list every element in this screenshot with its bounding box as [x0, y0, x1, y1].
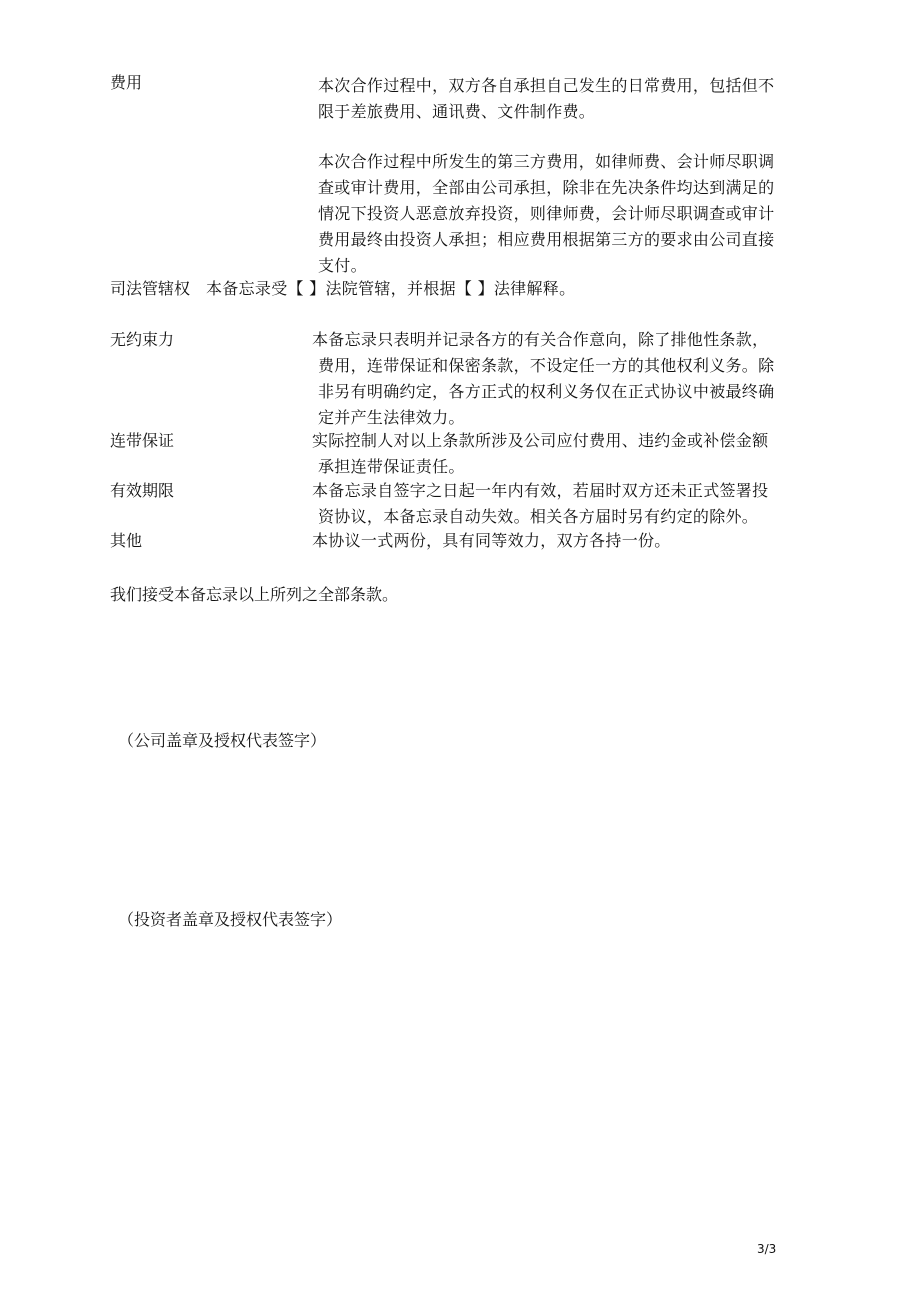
non-binding-paragraph — [312, 327, 774, 431]
text-line: 支付。 — [318, 256, 367, 275]
validity-label: 有效期限 — [110, 481, 175, 500]
company-signature-line: （公司盖章及授权代表签字） — [118, 731, 327, 750]
text-line: 非另有明确约定，各方正式的权利义务仅在正式协议中被最终确 — [318, 382, 775, 401]
text-line: 实际控制人对以上条款所涉及公司应付费用、违约金或补偿金额 — [312, 431, 769, 450]
acceptance-statement: 我们接受本备忘录以上所列之全部条款。 — [110, 585, 399, 604]
other-text: 本协议一式两份，具有同等效力，双方各持一份。 — [312, 531, 671, 550]
page-number: 3/3 — [757, 1242, 777, 1256]
text-line: 资协议，本备忘录自动失效。相关各方届时另有约定的除外。 — [318, 507, 759, 526]
fees-paragraph-2 — [318, 149, 774, 279]
text-line: 本次合作过程中所发生的第三方费用，如律师费、会计师尽职调 — [318, 152, 775, 171]
text-line: 本次合作过程中，双方各自承担自己发生的日常费用，包括但不 — [318, 76, 775, 95]
text-line: 承担连带保证责任。 — [318, 457, 465, 476]
jurisdiction-text: 本备忘录受【 】法院管辖，并根据【 】法律解释。 — [206, 279, 576, 298]
joint-guarantee-paragraph — [312, 428, 768, 480]
fees-label: 费用 — [110, 73, 143, 92]
text-line: 费用，连带保证和保密条款，不设定任一方的其他权利义务。除 — [318, 356, 775, 375]
validity-paragraph — [312, 478, 768, 530]
text-line: 费用最终由投资人承担；相应费用根据第三方的要求由公司直接 — [318, 230, 775, 249]
non-binding-label: 无约束力 — [110, 330, 175, 349]
text-line: 本备忘录自签字之日起一年内有效，若届时双方还未正式签署投 — [312, 481, 769, 500]
text-line: 限于差旅费用、通讯费、文件制作费。 — [318, 102, 596, 121]
text-line: 查或审计费用，全部由公司承担，除非在先决条件均达到满足的 — [318, 178, 775, 197]
other-label: 其他 — [110, 531, 143, 550]
text-line: 情况下投资人恶意放弃投资，则律师费，会计师尽职调查或审计 — [318, 204, 775, 223]
text-line: 本备忘录只表明并记录各方的有关合作意向，除了排他性条款， — [312, 330, 769, 349]
fees-paragraph-1 — [318, 73, 774, 125]
jurisdiction-label: 司法管辖权 — [110, 279, 191, 298]
text-line: 定并产生法律效力。 — [318, 408, 465, 427]
investor-signature-line: （投资者盖章及授权代表签字） — [118, 910, 343, 929]
joint-guarantee-label: 连带保证 — [110, 431, 175, 450]
